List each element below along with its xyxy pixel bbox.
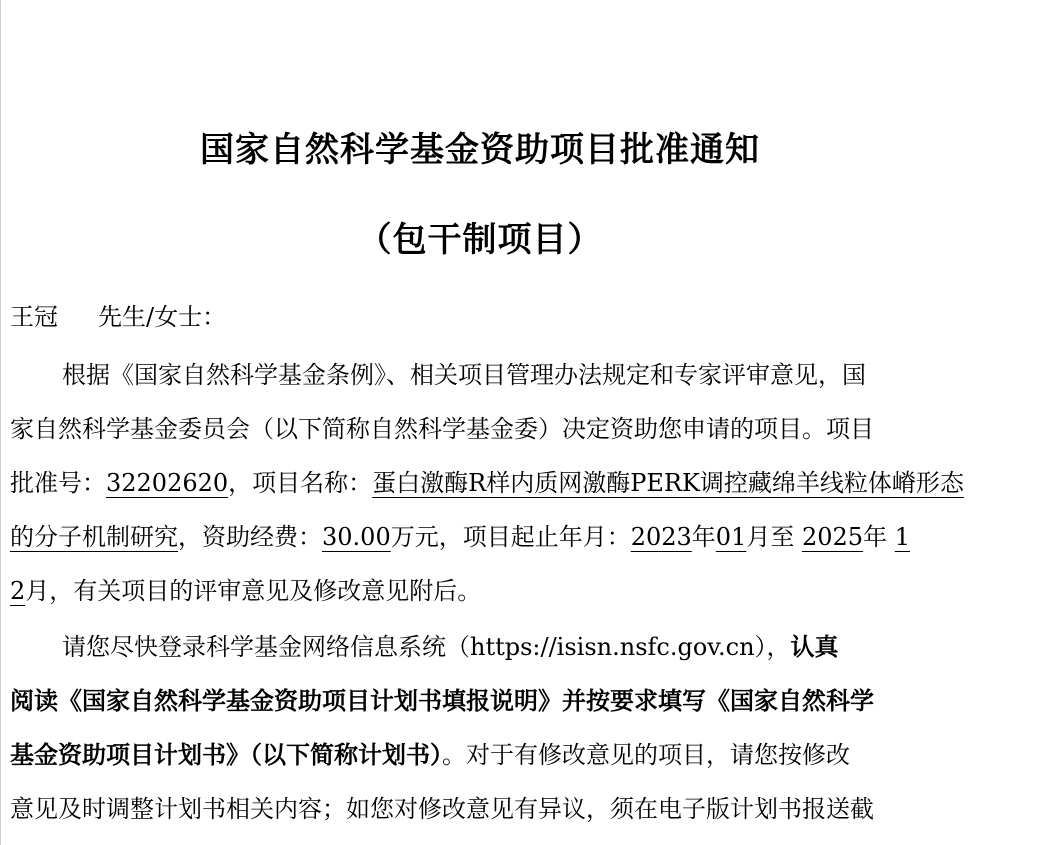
- paragraph-1-ending: 月，有关项目的评审意见及修改意见附后。: [25, 577, 482, 605]
- month-to: 月至: [746, 523, 795, 551]
- notice-subtitle: （包干制项目）: [357, 220, 603, 260]
- project-name-part-2: 的分子机制研究: [10, 523, 178, 551]
- end-year: 2025: [801, 523, 864, 551]
- paragraph-2-line-3-bold: 基金资助项目计划书》（以下简称计划书）: [10, 741, 442, 769]
- paragraph-2-line-1-normal: 请您尽快登录科学基金网络信息系统（https://isisn.nsfc.gov.cn），: [62, 633, 791, 661]
- salutation-name: 王冠: [10, 303, 58, 331]
- funding-amount: 30.00: [322, 523, 391, 551]
- project-name-label: ，项目名称：: [228, 469, 373, 497]
- funding-unit-and-period-label: 万元，项目起止年月：: [390, 523, 631, 551]
- paragraph-1-line-2: 家自然科学基金委员会（以下简称自然科学基金委）决定资助您申请的项目。项目: [10, 415, 874, 443]
- notice-title: 国家自然科学基金资助项目批准通知: [200, 130, 760, 170]
- end-month-part-2: 2: [10, 577, 26, 605]
- paragraph-2-line-4: 意见及时调整计划书相关内容；如您对修改意见有异议，须在电子版计划书报送截: [10, 795, 874, 823]
- paragraph-2-line-3-normal: 。对于有修改意见的项目，请您按修改: [442, 741, 850, 769]
- paragraph-2-line-2: 阅读《国家自然科学基金资助项目计划书填报说明》并按要求填写《国家自然科学: [10, 687, 874, 715]
- approval-number: 32202620: [106, 469, 229, 497]
- end-month-part-1: 1: [894, 523, 910, 551]
- paragraph-2-line-1: [62, 630, 839, 664]
- paragraph-1-line-4: [10, 520, 910, 554]
- paragraph-2-line-1-bold: 认真: [790, 633, 839, 661]
- approval-number-label: 批准号：: [10, 469, 106, 497]
- year-char-2: 年: [863, 523, 888, 551]
- salutation-suffix: 先生/女士：: [98, 303, 227, 331]
- year-char-1: 年: [691, 523, 716, 551]
- funding-label: ，资助经费：: [178, 523, 322, 551]
- paragraph-2-line-3: [10, 738, 850, 772]
- start-year: 2023: [630, 523, 692, 551]
- start-month: 01: [715, 523, 747, 551]
- paragraph-1-line-3: [10, 466, 964, 500]
- paragraph-1-line-5: [10, 574, 481, 608]
- salutation: [10, 300, 226, 334]
- paragraph-1-line-1: 根据《国家自然科学基金条例》、相关项目管理办法规定和专家评审意见，国: [62, 361, 866, 389]
- project-name-part-1: 蛋白激酶R样内质网激酶PERK调控藏绵羊线粒体嵴形态: [372, 469, 964, 497]
